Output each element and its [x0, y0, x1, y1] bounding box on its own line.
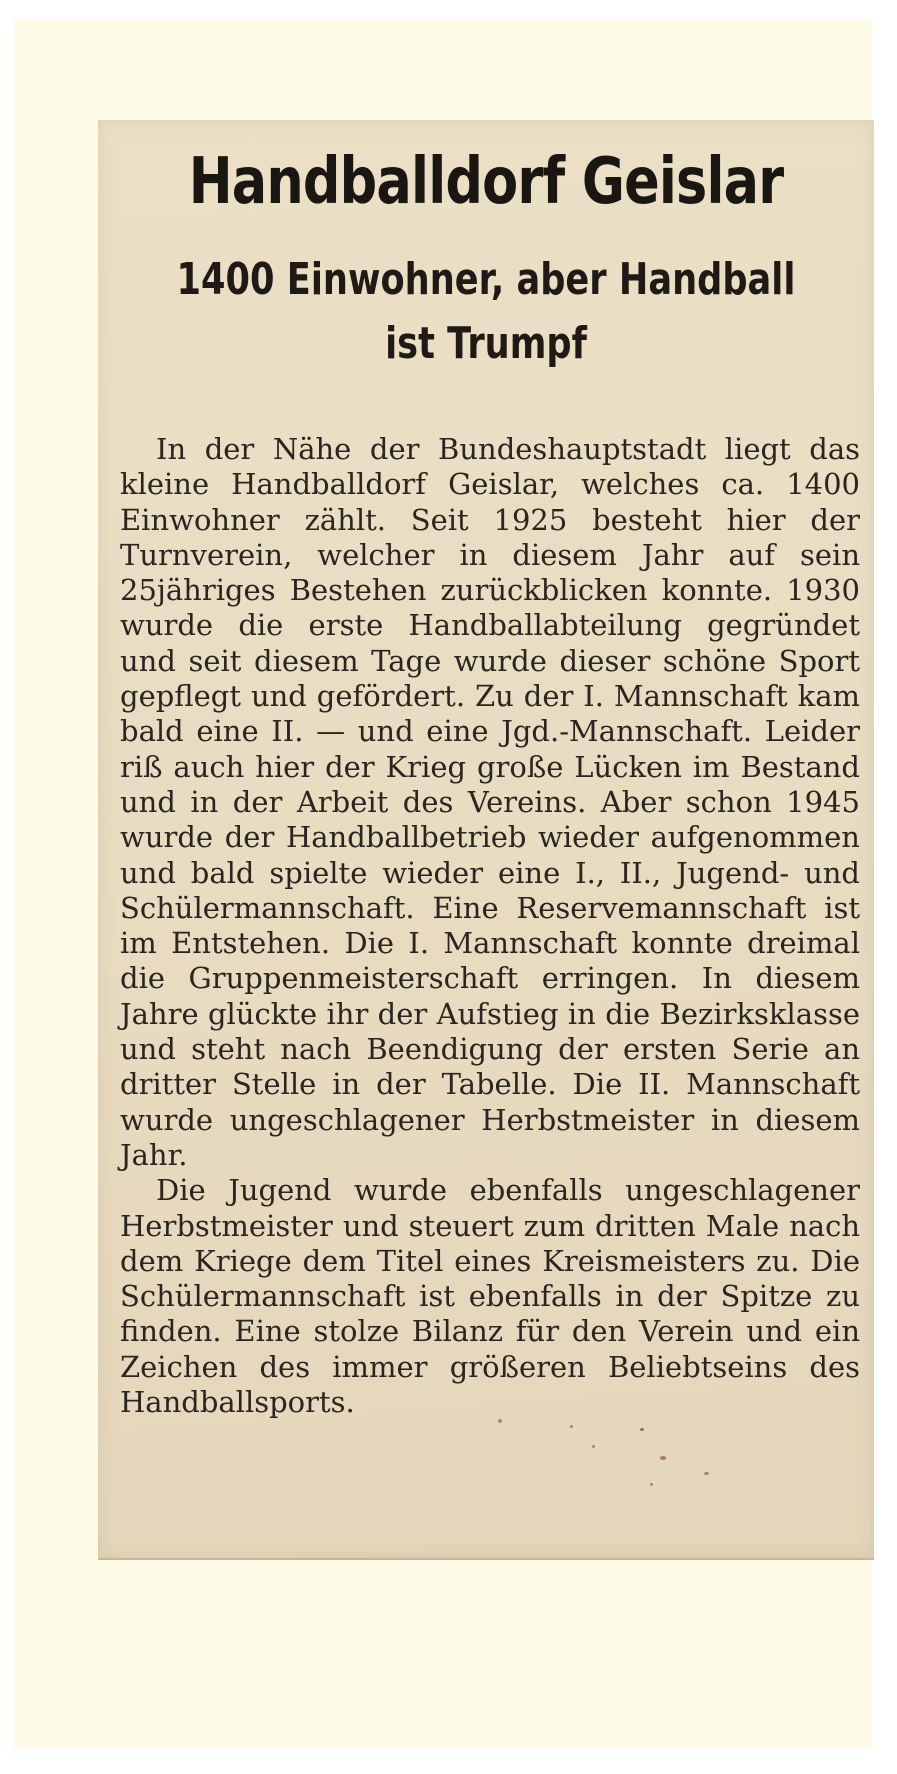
headline: Handballdorf Geislar [188, 145, 784, 219]
article-paragraph: In der Nähe der Bundeshauptstadt liegt das kleine Handballdorf Geislar, welches ca. 1400 Einwohner zählt. Seit 1925 besteht hier der Turnverein, welcher in diesem Jahr auf sein 25jähriges Bestehen zurückblicken konnte. 1930 wurde die erste Handballabteilung gegründet und seit diesem Tage wurde dieser schöne Sport gepflegt und gefördert. Zu der I. Mannschaft kam bald eine II. — und eine Jgd.-Mannschaft. Leider riß auch hier der Krieg große Lücken im Bestand und in der Arbeit des Vereins. Aber schon 1945 wurde der Handballbetrieb wieder aufgenommen und bald spielte wieder eine I., II., Jugend- und Schülermannschaft. Eine Reservemannschaft ist im Entstehen. Die I. Mannschaft konnte dreimal die Gruppenmeisterschaft erringen. In diesem Jahre glückte ihr der Aufstieg in die Bezirksklasse und steht nach Beendigung der ersten Serie an dritter Stelle in der Tabelle. Die II. Mannschaft wurde ungeschlagener Herbstmeister in diesem Jahr. [120, 432, 860, 1172]
paper-speck [498, 1419, 502, 1423]
subheadline: 1400 Einwohner, aber Handball ist Trumpf [176, 254, 796, 369]
paper-speck [640, 1428, 644, 1431]
article-paragraph: Die Jugend wurde ebenfalls ungeschlagener Herbstmeister und steuert zum dritten Male nach dem Kriege dem Titel eines Kreismeisters zu. Die Schülermannschaft ist ebenfalls in der Spitze zu finden. Eine stolze Bilanz für den Verein und ein Zeichen des immer größeren Beliebtseins des Handballsports. [120, 1173, 860, 1420]
paper-speck [570, 1425, 573, 1428]
newspaper-clipping [98, 120, 874, 1560]
paper-speck [660, 1456, 666, 1460]
paper-speck [704, 1472, 709, 1475]
scrapbook-page [14, 20, 872, 1748]
paper-speck [592, 1445, 595, 1448]
article-body [120, 432, 860, 1420]
paper-speck [650, 1483, 653, 1486]
